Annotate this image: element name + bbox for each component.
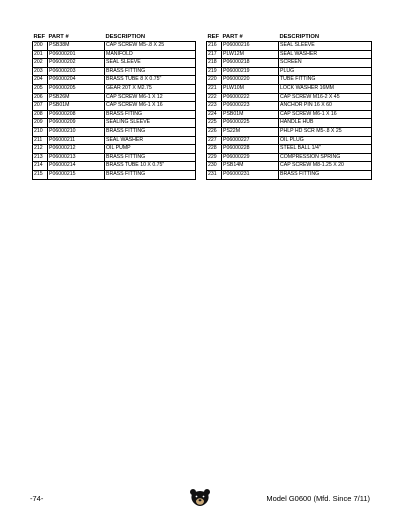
ref-cell: 230	[207, 162, 222, 171]
ref-cell: 228	[207, 145, 222, 154]
table-row	[207, 153, 372, 162]
table-row	[33, 110, 196, 119]
part-number-cell: P06000209	[48, 119, 105, 128]
part-number-cell: P06000218	[222, 59, 279, 68]
ref-header: REF	[33, 34, 46, 40]
ref-cell: 212	[33, 145, 48, 154]
ref-cell: 222	[207, 93, 222, 102]
part-number-cell: P06000213	[48, 153, 105, 162]
header-row	[33, 30, 196, 42]
description-cell: HANDLE HUB	[279, 119, 372, 128]
part-number-cell: P06000212	[48, 145, 105, 154]
ref-cell: 215	[33, 170, 48, 179]
table-row	[207, 110, 372, 119]
ref-cell: 220	[207, 76, 222, 85]
part-number-cell: P06000201	[48, 50, 105, 59]
part-number-cell: P06000225	[222, 119, 279, 128]
part-number-cell: PSB01M	[222, 110, 279, 119]
ref-cell: 211	[33, 136, 48, 145]
table-row	[33, 67, 196, 76]
part-number-cell: P06000210	[48, 127, 105, 136]
description-cell: BRASS FITTING	[105, 67, 196, 76]
part-number-cell: P06000202	[48, 59, 105, 68]
ref-cell: 217	[207, 50, 222, 59]
part-number-cell: PSB26M	[48, 93, 105, 102]
description-cell: CAP SCREW M16-2 X 45	[279, 93, 372, 102]
description-cell: SCREEN	[279, 59, 372, 68]
ref-cell: 218	[207, 59, 222, 68]
left-table-body	[33, 42, 196, 180]
description-cell: PLUG	[279, 67, 372, 76]
part-number-cell: P06000204	[48, 76, 105, 85]
bear-head-logo-icon	[189, 488, 211, 508]
part-header: PART #	[48, 34, 69, 40]
table-row	[207, 76, 372, 85]
ref-cell: 213	[33, 153, 48, 162]
ref-cell: 231	[207, 170, 222, 179]
part-number-cell: P06000215	[48, 170, 105, 179]
part-number-cell: PLW12M	[222, 50, 279, 59]
part-number-cell: PLW10M	[222, 84, 279, 93]
table-row	[207, 162, 372, 171]
ref-cell: 221	[207, 84, 222, 93]
table-row	[33, 145, 196, 154]
description-cell: SEAL WASHER	[105, 136, 196, 145]
table-row	[33, 136, 196, 145]
table-row	[33, 42, 196, 51]
table-row	[207, 127, 372, 136]
description-cell: ANCHOR PIN 16 X 60	[279, 102, 372, 111]
description-cell: COMPRESSION SPRING	[279, 153, 372, 162]
description-cell: TUBE FITTING	[279, 76, 372, 85]
part-number-cell: P06000203	[48, 67, 105, 76]
table-row	[207, 50, 372, 59]
description-cell: LOCK WASHER 16MM	[279, 84, 372, 93]
part-number-cell: PS22M	[222, 127, 279, 136]
ref-cell: 206	[33, 93, 48, 102]
part-header: PART #	[222, 34, 243, 40]
part-number-cell: P06000229	[222, 153, 279, 162]
table-row	[33, 162, 196, 171]
description-cell: BRASS TUBE 10 X 0.75"	[105, 162, 196, 171]
ref-cell: 214	[33, 162, 48, 171]
description-cell: CAP SCREW M6-1 X 12	[105, 93, 196, 102]
part-number-cell: P06000219	[222, 67, 279, 76]
part-number-cell: PSB14M	[222, 162, 279, 171]
table-row	[207, 67, 372, 76]
table-row	[207, 119, 372, 128]
parts-table-left	[32, 30, 196, 180]
part-number-cell: P06000216	[222, 42, 279, 51]
ref-cell: 223	[207, 102, 222, 111]
table-row	[33, 153, 196, 162]
description-cell: OIL PUMP	[105, 145, 196, 154]
ref-cell: 207	[33, 102, 48, 111]
page-footer	[0, 488, 400, 512]
ref-cell: 219	[207, 67, 222, 76]
description-cell: BRASS FITTING	[105, 170, 196, 179]
ref-cell: 216	[207, 42, 222, 51]
ref-cell: 203	[33, 67, 48, 76]
part-number-cell: P06000227	[222, 136, 279, 145]
ref-cell: 208	[33, 110, 48, 119]
table-row	[33, 127, 196, 136]
table-row	[33, 84, 196, 93]
description-cell: SEAL SLEEVE	[105, 59, 196, 68]
description-cell: CAP SCREW M6-1 X 16	[105, 102, 196, 111]
part-number-cell: PSB38M	[48, 42, 105, 51]
part-number-cell: PSB01M	[48, 102, 105, 111]
ref-cell: 209	[33, 119, 48, 128]
description-cell: MANIFOLD	[105, 50, 196, 59]
header-row	[207, 30, 372, 42]
part-number-cell: P06000231	[222, 170, 279, 179]
part-number-cell: P06000220	[222, 76, 279, 85]
description-cell: CAP SCREW M5-.8 X 25	[105, 42, 196, 51]
description-cell: BRASS FITTING	[279, 170, 372, 179]
ref-cell: 201	[33, 50, 48, 59]
page-number: -74-	[30, 494, 44, 503]
part-number-cell: P06000214	[48, 162, 105, 171]
table-row	[207, 145, 372, 154]
ref-cell: 224	[207, 110, 222, 119]
description-header: DESCRIPTION	[279, 34, 320, 40]
table-row	[207, 102, 372, 111]
ref-cell: 200	[33, 42, 48, 51]
table-row	[207, 84, 372, 93]
table-row	[33, 93, 196, 102]
table-row	[33, 50, 196, 59]
part-number-cell: P06000208	[48, 110, 105, 119]
ref-cell: 204	[33, 76, 48, 85]
ref-cell: 227	[207, 136, 222, 145]
description-cell: SEAL WASHER	[279, 50, 372, 59]
description-cell: CAP SCREW M8-1.25 X 20	[279, 162, 372, 171]
parts-table-right	[206, 30, 372, 180]
right-table-body	[207, 42, 372, 180]
description-cell: GEAR 20T X M2.75	[105, 84, 196, 93]
description-cell: BRASS FITING	[105, 110, 196, 119]
description-cell: SEAL SLEEVE	[279, 42, 372, 51]
description-cell: BRASS FITTING	[105, 127, 196, 136]
description-cell: SEALING SLEEVE	[105, 119, 196, 128]
part-number-cell: P06000211	[48, 136, 105, 145]
table-row	[207, 59, 372, 68]
ref-cell: 205	[33, 84, 48, 93]
ref-cell: 229	[207, 153, 222, 162]
table-row	[33, 76, 196, 85]
table-row	[33, 119, 196, 128]
table-row	[33, 59, 196, 68]
description-cell: BRASS TUBE 8 X 0.75"	[105, 76, 196, 85]
part-number-cell: P06000222	[222, 93, 279, 102]
description-cell: PHLP HD SCR M5-.8 X 25	[279, 127, 372, 136]
ref-cell: 225	[207, 119, 222, 128]
table-row	[33, 102, 196, 111]
table-row	[207, 136, 372, 145]
description-cell: OIL PLUG	[279, 136, 372, 145]
ref-header: REF	[207, 34, 220, 40]
description-cell: CAP SCREW M6-1 X 16	[279, 110, 372, 119]
table-row	[207, 93, 372, 102]
part-number-cell: P06000205	[48, 84, 105, 93]
description-cell: BRASS FITTING	[105, 153, 196, 162]
part-number-cell: P06000223	[222, 102, 279, 111]
model-label: Model G0600 (Mfd. Since 7/11)	[266, 494, 370, 503]
ref-cell: 210	[33, 127, 48, 136]
part-number-cell: P06000228	[222, 145, 279, 154]
ref-cell: 226	[207, 127, 222, 136]
description-header: DESCRIPTION	[105, 34, 146, 40]
description-cell: STEEL BALL 1/4"	[279, 145, 372, 154]
table-row	[207, 170, 372, 179]
ref-cell: 202	[33, 59, 48, 68]
table-row	[207, 42, 372, 51]
table-row	[33, 170, 196, 179]
parts-list	[32, 30, 372, 175]
